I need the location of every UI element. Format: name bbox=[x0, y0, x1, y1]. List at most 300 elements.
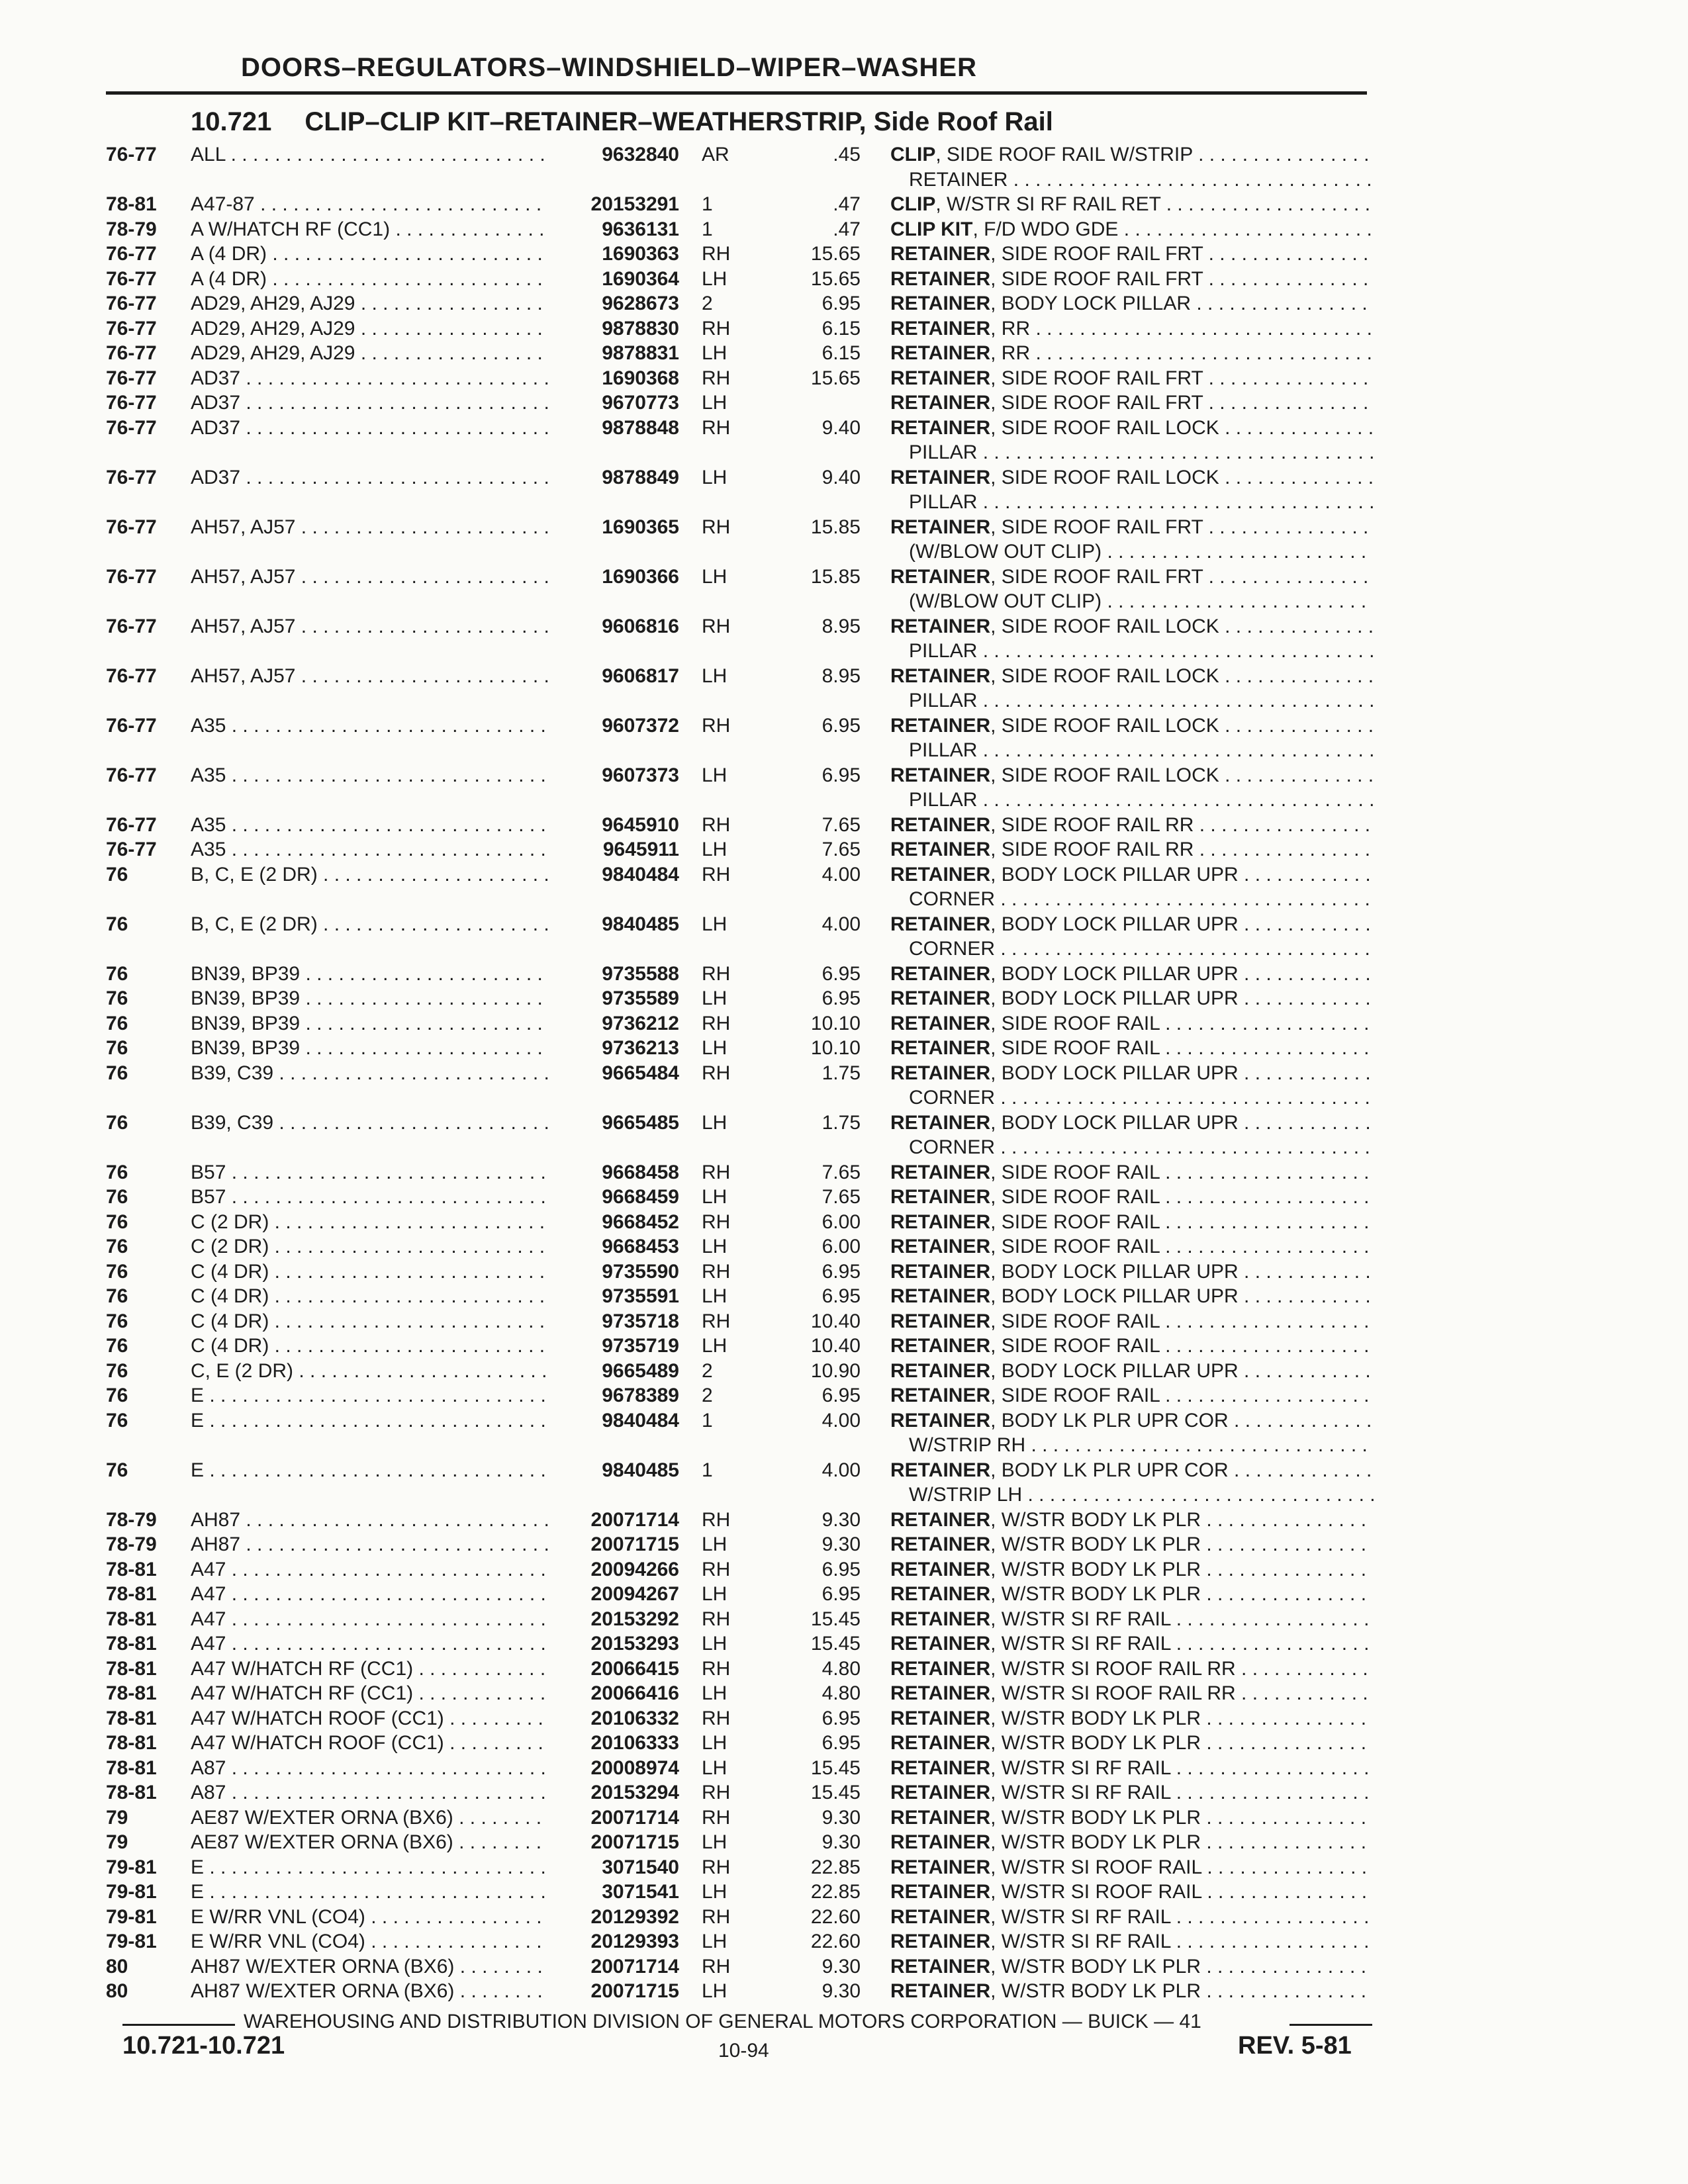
year-cell: 76 bbox=[106, 1062, 128, 1084]
description-continuation: CORNER . . . bbox=[890, 1085, 1374, 1111]
price-cell: .47 bbox=[833, 218, 861, 240]
model-cell: C (4 DR) . . . bbox=[191, 1284, 548, 1309]
table-row bbox=[0, 1160, 1688, 1185]
table-row bbox=[0, 1657, 1688, 1682]
model-cell: A87 . . . bbox=[191, 1756, 548, 1781]
price-cell: 10.40 bbox=[810, 1335, 861, 1357]
description-cell: RETAINER, SIDE ROOF RAIL LOCK . . . PILLAR . . . bbox=[890, 416, 1374, 465]
model-cell: E . . . bbox=[191, 1383, 548, 1408]
price-cell: 15.45 bbox=[810, 1756, 861, 1779]
price-cell: 15.85 bbox=[810, 516, 861, 538]
side-cell: 1 bbox=[702, 1459, 713, 1481]
part-number-cell: 20094266 bbox=[590, 1558, 679, 1580]
year-cell: 76 bbox=[106, 1285, 128, 1307]
model-cell: A87 . . . bbox=[191, 1780, 548, 1805]
table-row bbox=[0, 1334, 1688, 1359]
description-cell: RETAINER, BODY LK PLR UPR COR . . . W/STRIP LH . . . bbox=[890, 1458, 1374, 1508]
description-text: BODY LOCK PILLAR UPR bbox=[1001, 1062, 1239, 1084]
year-cell: 76-77 bbox=[106, 392, 157, 414]
description-keyword: RETAINER bbox=[890, 714, 991, 737]
table-row bbox=[0, 1532, 1688, 1557]
description-text: SIDE ROOF RAIL bbox=[1001, 1310, 1160, 1332]
price-cell: 15.85 bbox=[810, 565, 861, 588]
footer-revision: REV. 5-81 bbox=[1238, 2032, 1352, 2060]
model-cell: A35 . . . bbox=[191, 713, 548, 739]
part-number-cell: 20071714 bbox=[590, 1955, 679, 1978]
year-cell: 78-81 bbox=[106, 1633, 157, 1655]
description-keyword: RETAINER bbox=[890, 839, 991, 860]
table-row bbox=[0, 192, 1688, 217]
side-cell: RH bbox=[702, 367, 731, 389]
part-number-cell: 9668458 bbox=[602, 1161, 679, 1183]
price-cell: 4.00 bbox=[821, 913, 861, 935]
description-text: BODY LOCK PILLAR UPR bbox=[1001, 1285, 1239, 1307]
part-number-cell: 20071715 bbox=[590, 1831, 679, 1853]
table-row bbox=[0, 366, 1688, 391]
model-cell: E . . . bbox=[191, 1880, 548, 1905]
part-number-cell: 9678389 bbox=[602, 1385, 679, 1406]
model-cell: A47-87 . . . bbox=[191, 192, 548, 217]
model-cell: AD29, AH29, AJ29 . . . bbox=[191, 341, 548, 366]
part-number-cell: 9665484 bbox=[602, 1062, 679, 1084]
part-number-cell: 9840485 bbox=[602, 913, 679, 935]
part-number-cell: 20008974 bbox=[590, 1756, 679, 1779]
table-row bbox=[0, 1582, 1688, 1607]
description-cell: RETAINER, BODY LOCK PILLAR UPR . . . bbox=[890, 1284, 1374, 1309]
side-cell: RH bbox=[702, 1657, 731, 1680]
description-text: W/STR BODY LK PLR bbox=[1001, 1831, 1201, 1853]
year-cell: 76 bbox=[106, 1012, 128, 1034]
model-cell: AD37 . . . bbox=[191, 390, 548, 416]
description-keyword: RETAINER bbox=[890, 466, 991, 488]
year-cell: 78-79 bbox=[106, 218, 157, 240]
part-number-cell: 9878830 bbox=[602, 317, 679, 340]
description-text: W/STR SI RF RAIL bbox=[1001, 1931, 1171, 1952]
year-cell: 76 bbox=[106, 1037, 128, 1059]
price-cell: 9.30 bbox=[821, 1831, 861, 1853]
table-row bbox=[0, 763, 1688, 813]
description-keyword: RETAINER bbox=[890, 1508, 991, 1531]
side-cell: LH bbox=[702, 1980, 727, 2002]
description-cell: RETAINER, W/STR SI ROOF RAIL . . . bbox=[890, 1880, 1374, 1905]
part-number-cell: 20094267 bbox=[590, 1583, 679, 1605]
model-cell: A47 W/HATCH ROOF (CC1) . . . bbox=[191, 1706, 548, 1731]
price-cell: 6.00 bbox=[821, 1210, 861, 1233]
description-keyword: RETAINER bbox=[890, 1409, 991, 1432]
description-cell: RETAINER, W/STR BODY LK PLR . . . bbox=[890, 1557, 1374, 1582]
description-cell: RETAINER, SIDE ROOF RAIL . . . bbox=[890, 1160, 1374, 1185]
side-cell: LH bbox=[702, 1831, 727, 1853]
year-cell: 76 bbox=[106, 1161, 128, 1183]
year-cell: 76 bbox=[106, 1359, 128, 1382]
year-cell: 78-81 bbox=[106, 1657, 157, 1680]
description-cell: RETAINER, SIDE ROOF RAIL FRT . . . (W/BLOW OUT CLIP) . . . bbox=[890, 565, 1374, 614]
model-cell: E . . . bbox=[191, 1855, 548, 1880]
table-row bbox=[0, 1011, 1688, 1036]
year-cell: 76 bbox=[106, 987, 128, 1009]
price-cell: 22.85 bbox=[810, 1881, 861, 1903]
table-row bbox=[0, 1359, 1688, 1384]
description-keyword: RETAINER bbox=[890, 1310, 991, 1332]
section-title: CLIP–CLIP KIT–RETAINER–WEATHERSTRIP, Side Roof Rail bbox=[305, 107, 1053, 136]
description-cell: RETAINER, SIDE ROOF RAIL LOCK . . . PILLAR . . . bbox=[890, 664, 1374, 713]
side-cell: LH bbox=[702, 1682, 727, 1704]
price-cell: 8.95 bbox=[821, 615, 861, 637]
side-cell: RH bbox=[702, 1012, 731, 1034]
description-text: SIDE ROOF RAIL bbox=[1001, 1335, 1160, 1357]
part-number-cell: 9668453 bbox=[602, 1236, 679, 1257]
table-row bbox=[0, 713, 1688, 763]
side-cell: LH bbox=[702, 664, 727, 687]
table-row bbox=[0, 1458, 1688, 1508]
model-cell: A35 . . . bbox=[191, 813, 548, 838]
price-cell: 15.65 bbox=[810, 267, 861, 290]
part-number-cell: 9878849 bbox=[602, 466, 679, 488]
price-cell: 10.10 bbox=[810, 1037, 861, 1059]
model-cell: A47 W/HATCH RF (CC1) . . . bbox=[191, 1681, 548, 1706]
part-number-cell: 20106332 bbox=[590, 1707, 679, 1729]
description-keyword: RETAINER bbox=[890, 1186, 991, 1208]
footer-page-number: 10-94 bbox=[718, 2040, 769, 2062]
description-continuation: RETAINER . . . bbox=[890, 167, 1374, 193]
description-text: BODY LOCK PILLAR bbox=[1001, 293, 1192, 314]
part-number-cell: 20153291 bbox=[590, 193, 679, 215]
price-cell: 6.95 bbox=[821, 1558, 861, 1580]
description-keyword: RETAINER bbox=[890, 416, 991, 439]
model-cell: AH57, AJ57 . . . bbox=[191, 565, 548, 590]
description-keyword: RETAINER bbox=[890, 1682, 991, 1704]
year-cell: 79-81 bbox=[106, 1881, 157, 1903]
description-cell: RETAINER, W/STR SI RF RAIL . . . bbox=[890, 1929, 1374, 1954]
description-text: W/STR BODY LK PLR bbox=[1001, 1707, 1201, 1729]
description-keyword: CLIP bbox=[890, 193, 936, 215]
price-cell: 7.65 bbox=[821, 1161, 861, 1183]
description-cell: RETAINER, W/STR BODY LK PLR . . . bbox=[890, 1731, 1374, 1756]
description-text: SIDE ROOF RAIL LOCK bbox=[1001, 764, 1219, 786]
description-keyword: RETAINER bbox=[890, 1037, 991, 1059]
description-cell: RETAINER, W/STR SI ROOF RAIL RR . . . bbox=[890, 1657, 1374, 1682]
description-keyword: RETAINER bbox=[890, 764, 991, 786]
section-number: 10.721 bbox=[191, 107, 272, 136]
side-cell: RH bbox=[702, 962, 731, 985]
description-keyword: CLIP bbox=[890, 144, 936, 165]
part-number-cell: 20153293 bbox=[590, 1633, 679, 1655]
price-cell: 6.95 bbox=[821, 1260, 861, 1283]
part-number-cell: 1690366 bbox=[602, 565, 679, 588]
description-continuation: CORNER . . . bbox=[890, 887, 1374, 912]
side-cell: LH bbox=[702, 839, 727, 860]
model-cell: ALL . . . bbox=[191, 142, 548, 167]
description-text: W/STR SI RF RAIL RET bbox=[947, 193, 1161, 215]
description-keyword: RETAINER bbox=[890, 1756, 991, 1779]
year-cell: 76-77 bbox=[106, 367, 157, 389]
side-cell: RH bbox=[702, 1161, 731, 1183]
description-keyword: RETAINER bbox=[890, 1111, 991, 1134]
description-cell: RETAINER, BODY LOCK PILLAR UPR . . . CORNER . . . bbox=[890, 1111, 1374, 1160]
description-text: SIDE ROOF RAIL FRT bbox=[1001, 243, 1203, 265]
model-cell: C (2 DR) . . . bbox=[191, 1210, 548, 1235]
table-row bbox=[0, 1284, 1688, 1309]
description-keyword: RETAINER bbox=[890, 1633, 991, 1655]
price-cell: 10.90 bbox=[810, 1359, 861, 1382]
description-text: SIDE ROOF RAIL LOCK bbox=[1001, 466, 1219, 488]
model-cell: AH57, AJ57 . . . bbox=[191, 664, 548, 689]
description-text: SIDE ROOF RAIL bbox=[1001, 1186, 1160, 1208]
description-text: SIDE ROOF RAIL W/STRIP bbox=[947, 144, 1193, 165]
year-cell: 76-77 bbox=[106, 839, 157, 860]
model-cell: BN39, BP39 . . . bbox=[191, 1011, 548, 1036]
description-keyword: RETAINER bbox=[890, 1980, 991, 2002]
side-cell: RH bbox=[702, 863, 731, 886]
price-cell: 1.75 bbox=[821, 1062, 861, 1084]
price-cell: 10.10 bbox=[810, 1012, 861, 1034]
description-keyword: RETAINER bbox=[890, 1285, 991, 1307]
description-continuation: PILLAR . . . bbox=[890, 440, 1374, 465]
table-row bbox=[0, 1408, 1688, 1458]
description-text: BODY LOCK PILLAR UPR bbox=[1001, 987, 1239, 1009]
description-keyword: CLIP KIT bbox=[890, 218, 973, 240]
year-cell: 76-77 bbox=[106, 342, 157, 364]
footer-section-range: 10.721-10.721 bbox=[122, 2032, 285, 2060]
part-number-cell: 9665489 bbox=[602, 1359, 679, 1382]
model-cell: B39, C39 . . . bbox=[191, 1061, 548, 1086]
price-cell: 6.95 bbox=[821, 1385, 861, 1406]
description-keyword: RETAINER bbox=[890, 1831, 991, 1853]
year-cell: 76 bbox=[106, 1111, 128, 1134]
table-row bbox=[0, 1780, 1688, 1805]
description-cell: RETAINER, SIDE ROOF RAIL . . . bbox=[890, 1011, 1374, 1036]
year-cell: 76 bbox=[106, 1385, 128, 1406]
model-cell: BN39, BP39 . . . bbox=[191, 986, 548, 1011]
description-cell: RETAINER, BODY LOCK PILLAR UPR . . . bbox=[890, 1359, 1374, 1384]
description-cell: RETAINER, BODY LOCK PILLAR UPR . . . CORNER . . . bbox=[890, 1061, 1374, 1111]
description-keyword: RETAINER bbox=[890, 1236, 991, 1257]
model-cell: A (4 DR) . . . bbox=[191, 242, 548, 267]
year-cell: 79-81 bbox=[106, 1905, 157, 1928]
part-number-cell: 9607372 bbox=[602, 714, 679, 737]
side-cell: 1 bbox=[702, 1409, 713, 1432]
year-cell: 76-77 bbox=[106, 565, 157, 588]
description-continuation: (W/BLOW OUT CLIP) . . . bbox=[890, 539, 1374, 565]
description-cell: RETAINER, W/STR SI ROOF RAIL . . . bbox=[890, 1855, 1374, 1880]
year-cell: 76-77 bbox=[106, 317, 157, 340]
model-cell: A W/HATCH RF (CC1) . . . bbox=[191, 217, 548, 242]
description-keyword: RETAINER bbox=[890, 1806, 991, 1829]
part-number-cell: 20066416 bbox=[590, 1682, 679, 1704]
model-cell: AD37 . . . bbox=[191, 416, 548, 441]
description-keyword: RETAINER bbox=[890, 1558, 991, 1580]
description-text: W/STR BODY LK PLR bbox=[1001, 1806, 1201, 1829]
description-keyword: RETAINER bbox=[890, 392, 991, 414]
description-text: W/STR SI RF RAIL bbox=[1001, 1756, 1171, 1779]
description-keyword: RETAINER bbox=[890, 1062, 991, 1084]
description-keyword: RETAINER bbox=[890, 1012, 991, 1034]
part-number-cell: 9735588 bbox=[602, 962, 679, 985]
description-text: W/STR BODY LK PLR bbox=[1001, 1508, 1201, 1531]
description-keyword: RETAINER bbox=[890, 813, 991, 836]
description-text: SIDE ROOF RAIL LOCK bbox=[1001, 714, 1219, 737]
description-cell: RETAINER, W/STR BODY LK PLR . . . bbox=[890, 1830, 1374, 1855]
price-cell: 8.95 bbox=[821, 664, 861, 687]
description-text: W/STR BODY LK PLR bbox=[1001, 1955, 1201, 1978]
year-cell: 79-81 bbox=[106, 1931, 157, 1952]
table-row bbox=[0, 1557, 1688, 1582]
description-text: SIDE ROOF RAIL FRT bbox=[1001, 565, 1203, 588]
part-number-cell: 9735719 bbox=[602, 1335, 679, 1357]
description-text: BODY LOCK PILLAR UPR bbox=[1001, 1359, 1239, 1382]
price-cell: 9.30 bbox=[821, 1508, 861, 1531]
side-cell: RH bbox=[702, 1608, 731, 1630]
year-cell: 76-77 bbox=[106, 416, 157, 439]
price-cell: 9.30 bbox=[821, 1806, 861, 1829]
year-cell: 79 bbox=[106, 1806, 128, 1829]
year-cell: 76 bbox=[106, 962, 128, 985]
description-cell: RETAINER, SIDE ROOF RAIL . . . bbox=[890, 1210, 1374, 1235]
model-cell: B, C, E (2 DR) . . . bbox=[191, 862, 548, 887]
model-cell: E . . . bbox=[191, 1458, 548, 1483]
part-number-cell: 9636131 bbox=[602, 218, 679, 240]
footer-rule-right bbox=[1289, 2024, 1372, 2026]
year-cell: 80 bbox=[106, 1955, 128, 1978]
part-number-cell: 20071715 bbox=[590, 1533, 679, 1555]
description-text: SIDE ROOF RAIL bbox=[1001, 1385, 1160, 1406]
model-cell: C, E (2 DR) . . . bbox=[191, 1359, 548, 1384]
table-row bbox=[0, 142, 1688, 192]
description-cell: RETAINER, SIDE ROOF RAIL FRT . . . bbox=[890, 390, 1374, 416]
part-number-cell: 9736213 bbox=[602, 1037, 679, 1059]
description-keyword: RETAINER bbox=[890, 1732, 991, 1754]
year-cell: 76 bbox=[106, 1186, 128, 1208]
part-number-cell: 3071540 bbox=[602, 1856, 679, 1878]
price-cell: 6.95 bbox=[821, 764, 861, 786]
description-keyword: RETAINER bbox=[890, 1782, 991, 1803]
price-cell: 6.95 bbox=[821, 293, 861, 314]
description-keyword: RETAINER bbox=[890, 1608, 991, 1630]
model-cell: A (4 DR) . . . bbox=[191, 267, 548, 292]
price-cell: 4.00 bbox=[821, 1459, 861, 1481]
price-cell: 6.95 bbox=[821, 1732, 861, 1754]
description-cell: RETAINER, BODY LOCK PILLAR UPR . . . bbox=[890, 1259, 1374, 1285]
year-cell: 76 bbox=[106, 1236, 128, 1257]
description-text: SIDE ROOF RAIL FRT bbox=[1001, 392, 1203, 414]
price-cell: 22.60 bbox=[810, 1905, 861, 1928]
description-cell: RETAINER, BODY LOCK PILLAR UPR . . . bbox=[890, 962, 1374, 987]
table-row bbox=[0, 1309, 1688, 1334]
price-cell: .45 bbox=[833, 144, 861, 165]
description-keyword: RETAINER bbox=[890, 293, 991, 314]
description-cell: RETAINER, W/STR SI RF RAIL . . . bbox=[890, 1756, 1374, 1781]
side-cell: RH bbox=[702, 243, 731, 265]
side-cell: LH bbox=[702, 392, 727, 414]
side-cell: LH bbox=[702, 565, 727, 588]
year-cell: 76-77 bbox=[106, 714, 157, 737]
price-cell: 9.40 bbox=[821, 466, 861, 488]
model-cell: AD37 . . . bbox=[191, 366, 548, 391]
description-text: W/STR SI RF RAIL bbox=[1001, 1905, 1171, 1928]
description-continuation: PILLAR . . . bbox=[890, 788, 1374, 813]
model-cell: AH87 . . . bbox=[191, 1532, 548, 1557]
description-text: SIDE ROOF RAIL RR bbox=[1001, 839, 1194, 860]
price-cell: 6.15 bbox=[821, 317, 861, 340]
year-cell: 76 bbox=[106, 1260, 128, 1283]
table-row bbox=[0, 217, 1688, 242]
table-row bbox=[0, 1210, 1688, 1235]
part-number-cell: 9645910 bbox=[602, 813, 679, 836]
description-continuation: W/STRIP RH . . . bbox=[890, 1433, 1374, 1458]
description-keyword: RETAINER bbox=[890, 1359, 991, 1382]
description-cell: CLIP, SIDE ROOF RAIL W/STRIP . . . RETAINER . . . bbox=[890, 142, 1374, 192]
side-cell: RH bbox=[702, 1905, 731, 1928]
header-rule bbox=[106, 91, 1367, 95]
side-cell: RH bbox=[702, 813, 731, 836]
description-cell: RETAINER, SIDE ROOF RAIL LOCK . . . PILLAR . . . bbox=[890, 713, 1374, 763]
table-row bbox=[0, 837, 1688, 862]
description-keyword: RETAINER bbox=[890, 1533, 991, 1555]
description-cell: RETAINER, SIDE ROOF RAIL . . . bbox=[890, 1383, 1374, 1408]
table-row bbox=[0, 1805, 1688, 1831]
description-cell: RETAINER, W/STR BODY LK PLR . . . bbox=[890, 1706, 1374, 1731]
model-cell: BN39, BP39 . . . bbox=[191, 962, 548, 987]
description-text: W/STR SI RF RAIL bbox=[1001, 1633, 1171, 1655]
description-text: F/D WDO GDE bbox=[984, 218, 1119, 240]
description-cell: RETAINER, SIDE ROOF RAIL . . . bbox=[890, 1309, 1374, 1334]
table-row bbox=[0, 1756, 1688, 1781]
year-cell: 76 bbox=[106, 1335, 128, 1357]
year-cell: 76-77 bbox=[106, 243, 157, 265]
side-cell: LH bbox=[702, 1583, 727, 1605]
price-cell: 4.80 bbox=[821, 1682, 861, 1704]
side-cell: RH bbox=[702, 1210, 731, 1233]
model-cell: C (4 DR) . . . bbox=[191, 1309, 548, 1334]
description-cell: RETAINER, SIDE ROOF RAIL . . . bbox=[890, 1334, 1374, 1359]
price-cell: 7.65 bbox=[821, 839, 861, 860]
description-continuation: PILLAR . . . bbox=[890, 639, 1374, 664]
model-cell: B39, C39 . . . bbox=[191, 1111, 548, 1136]
table-row bbox=[0, 1830, 1688, 1855]
table-row bbox=[0, 1234, 1688, 1259]
description-continuation: PILLAR . . . bbox=[890, 490, 1374, 515]
table-row bbox=[0, 390, 1688, 416]
side-cell: AR bbox=[702, 144, 729, 165]
year-cell: 76 bbox=[106, 1310, 128, 1332]
year-cell: 78-81 bbox=[106, 1756, 157, 1779]
side-cell: LH bbox=[702, 1533, 727, 1555]
description-text: SIDE ROOF RAIL bbox=[1001, 1210, 1160, 1233]
part-number-cell: 9665485 bbox=[602, 1111, 679, 1134]
model-cell: A35 . . . bbox=[191, 837, 548, 862]
part-number-cell: 20129392 bbox=[590, 1905, 679, 1928]
model-cell: C (2 DR) . . . bbox=[191, 1234, 548, 1259]
table-row bbox=[0, 1681, 1688, 1706]
table-row bbox=[0, 1929, 1688, 1954]
table-row bbox=[0, 465, 1688, 515]
model-cell: B, C, E (2 DR) . . . bbox=[191, 912, 548, 937]
price-cell: 6.95 bbox=[821, 962, 861, 985]
table-row bbox=[0, 291, 1688, 316]
side-cell: RH bbox=[702, 615, 731, 637]
model-cell: A35 . . . bbox=[191, 763, 548, 788]
table-row bbox=[0, 316, 1688, 341]
year-cell: 79 bbox=[106, 1831, 128, 1853]
part-number-cell: 20153292 bbox=[590, 1608, 679, 1630]
year-cell: 78-81 bbox=[106, 193, 157, 215]
side-cell: LH bbox=[702, 764, 727, 786]
year-cell: 79-81 bbox=[106, 1856, 157, 1878]
description-text: SIDE ROOF RAIL LOCK bbox=[1001, 416, 1219, 439]
description-keyword: RETAINER bbox=[890, 317, 991, 340]
side-cell: LH bbox=[702, 1335, 727, 1357]
year-cell: 76-77 bbox=[106, 466, 157, 488]
